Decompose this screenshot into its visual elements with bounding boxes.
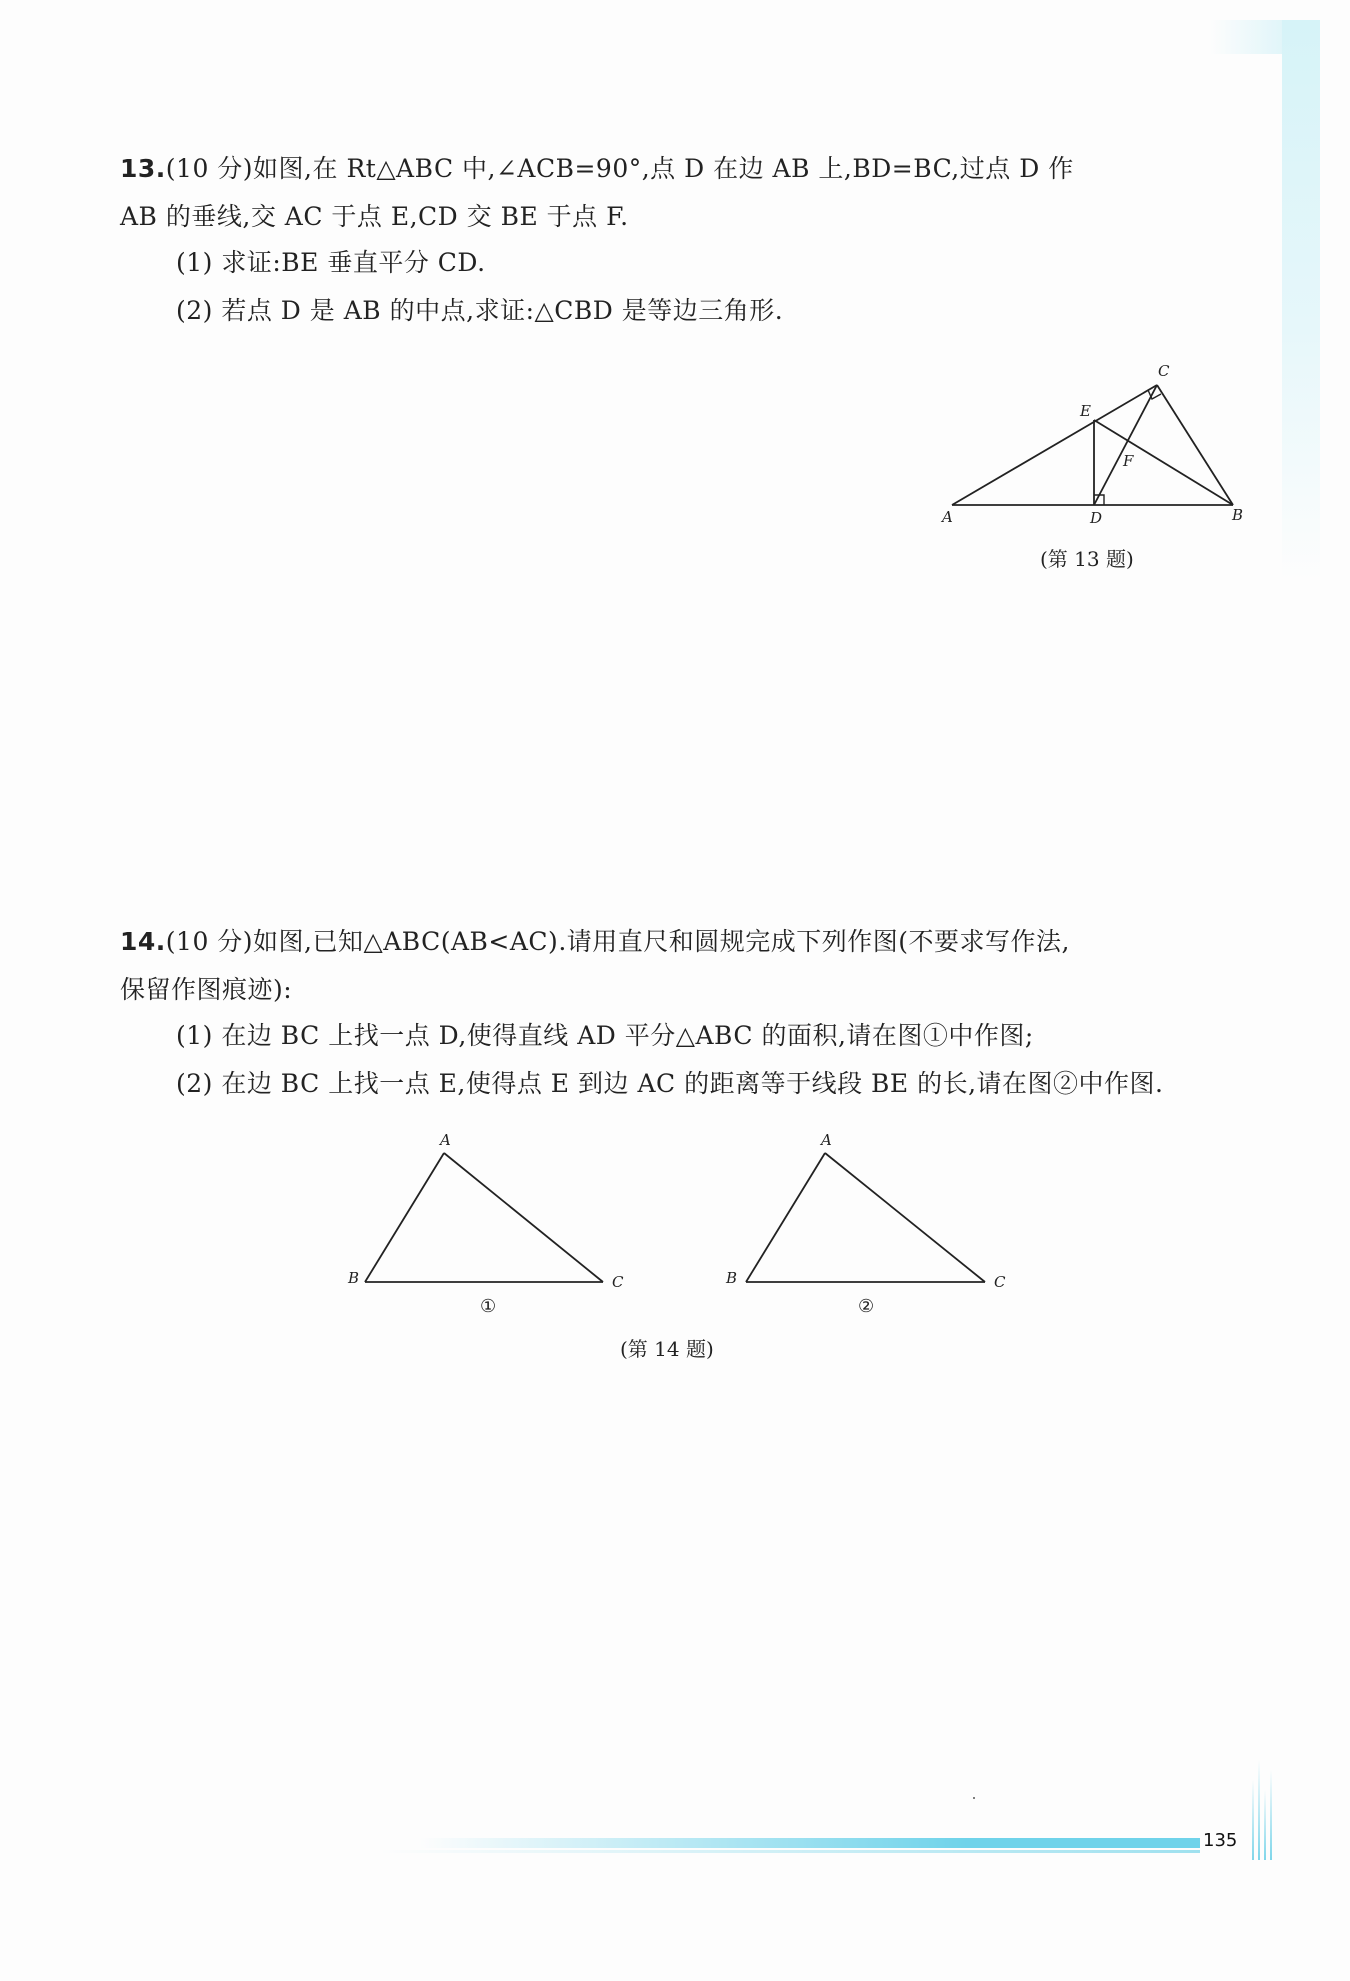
bottom-margin-band: [420, 1838, 1200, 1848]
q13-number: 13.: [120, 154, 166, 183]
q14-fig2-segment-ac: [825, 1153, 985, 1282]
q14-fig2-segment-ab: [746, 1153, 825, 1282]
q13-part2: (2) 若点 D 是 AB 的中点,求证:△CBD 是等边三角形.: [176, 296, 784, 325]
q13-label-a: A: [942, 508, 953, 526]
q13-label-e: E: [1080, 402, 1091, 420]
q13-label-f: F: [1123, 452, 1134, 470]
q13-part1: (1) 求证:BE 垂直平分 CD.: [176, 248, 486, 277]
q14-line2: 保留作图痕迹):: [120, 975, 293, 1004]
q14-part2: (2) 在边 BC 上找一点 E,使得点 E 到边 AC 的距离等于线段 BE 的长,请在图②中作图.: [176, 1069, 1164, 1098]
q14-figure-2: [718, 1130, 1018, 1320]
q13-segment-be: [1094, 420, 1233, 505]
q14-fig2-label-a: A: [821, 1131, 832, 1149]
q14-number: 14.: [120, 927, 166, 956]
q13-label-d: D: [1090, 509, 1103, 527]
q14-line1-text: (10 分)如图,已知△ABC(AB<AC).请用直尺和圆规完成下列作图(不要求写作法,: [165, 927, 1070, 956]
q14-figure-1: [340, 1130, 640, 1320]
q14-fig1-label-a: A: [440, 1131, 451, 1149]
stray-dot: [973, 1797, 975, 1799]
q13-line1-text: (10 分)如图,在 Rt△ABC 中,∠ACB=90°,点 D 在边 AB 上,BD=BC,过点 D 作: [165, 154, 1074, 183]
page-number: 135: [1203, 1830, 1238, 1851]
q14-fig2-label-b: B: [726, 1269, 738, 1287]
q14-fig1-label-b: B: [348, 1269, 360, 1287]
q14-fig1-sub-label: ①: [480, 1296, 497, 1317]
decorative-vertical-bars: [1252, 1760, 1282, 1860]
q14-fig1-segment-ac: [444, 1153, 603, 1282]
q14-fig2-label-c: C: [994, 1273, 1006, 1291]
q13-label-b: B: [1232, 506, 1244, 524]
right-margin-band: [1282, 20, 1320, 580]
q14-fig2-sub-label: ②: [858, 1296, 875, 1317]
q13-line2: AB 的垂线,交 AC 于点 E,CD 交 BE 于点 F.: [120, 202, 629, 231]
bottom-margin-line: [380, 1850, 1200, 1853]
q13-label-c: C: [1158, 362, 1170, 380]
q13-segment-bc: [1157, 385, 1233, 505]
q13-line1: [120, 153, 1074, 185]
q14-figure-caption: (第 14 题): [620, 1337, 714, 1361]
q13-figure-caption: (第 13 题): [1040, 547, 1134, 571]
q14-line1: [120, 926, 1070, 958]
q13-figure: [940, 355, 1250, 535]
q14-fig1-label-c: C: [612, 1273, 624, 1291]
q14-part1: (1) 在边 BC 上找一点 D,使得直线 AD 平分△ABC 的面积,请在图①中作图;: [176, 1021, 1034, 1050]
q14-fig1-segment-ab: [365, 1153, 444, 1282]
